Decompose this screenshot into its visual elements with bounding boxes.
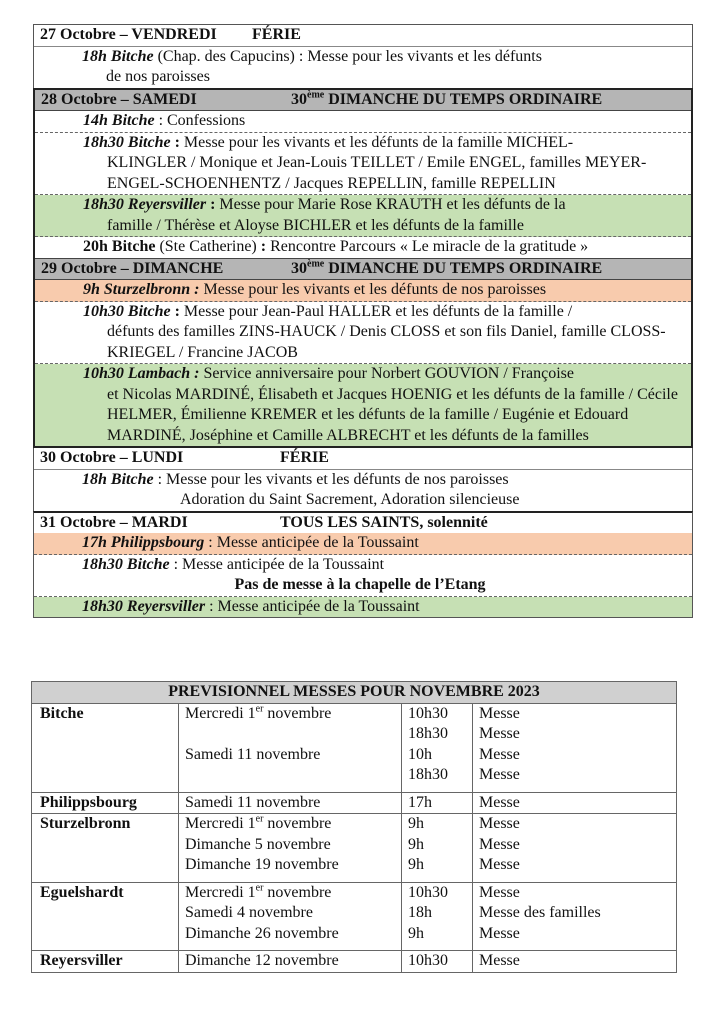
entry-time-place: 10h30 Lambach : [83,365,200,382]
entry-time-place: 18h Bitche [82,47,154,65]
type-cell [473,703,677,792]
day-liturgy: FÉRIE [280,449,329,466]
date-cell [179,792,402,814]
time-value: 9h [408,835,424,853]
location-name: Bitche [40,704,84,722]
date-text: Samedi 4 novembre [185,904,313,921]
entry-time-place: 18h30 Reyersviller [83,196,207,213]
date-text: Samedi 11 novembre [185,793,321,811]
date-line [185,883,395,904]
date-text: Mercredi 1 [185,815,256,832]
time-value: 9h [408,815,424,832]
mass-entry [35,195,691,237]
mass-type: Messe [479,725,520,742]
mass-entry [35,111,691,133]
entry-time-place: 14h Bitche [83,112,155,129]
day-date: 31 Octobre – MARDI [40,513,188,531]
entry-time-place: 10h30 Bitche [83,302,171,320]
date-line [185,924,395,945]
entry-continuation: de nos paroisses [106,68,210,85]
date-sup: er [255,703,264,715]
date-line [185,745,395,766]
entry-text: Messe pour les vivants et les défunts de nos paroisses [199,281,547,298]
time-value: 10h [408,745,432,763]
november-row [32,703,677,792]
mass-entry [34,47,692,88]
day-liturgy [291,260,602,277]
location-cell [32,814,179,883]
november-row [32,882,677,951]
event-entry [35,237,691,259]
entry-time-place: 18h30 Bitche [82,555,170,573]
date-line [185,724,395,745]
entry-time-place: 18h30 Bitche [83,133,171,151]
liturgy-name: DIMANCHE DU TEMPS ORDINAIRE [324,90,603,108]
location-name: Eguelshardt [40,883,124,901]
day-header [34,513,692,534]
date-line [185,793,395,814]
mass-type: Messe [479,704,520,722]
date-sup: er [255,813,264,825]
entry-text-2: Rencontre Parcours « Le miracle de la gratitude » [270,238,589,255]
entry-text: (Chap. des Capucins) : Messe pour les vivants et les défunts [153,47,542,65]
date-line [185,903,395,924]
mass-entry [34,470,692,511]
mass-type: Messe [479,856,520,873]
time-value: 10h30 [408,883,448,901]
entry-time-place: 17h Philippsbourg [82,534,205,551]
november-title: PREVISIONNEL MESSES POUR NOVEMBRE 2023 [32,682,677,704]
date-line [185,835,395,856]
time-cell [402,882,473,951]
liturgy-number: 30 [291,259,307,277]
november-row [32,792,677,814]
date-line [185,814,395,835]
november-row [32,814,677,883]
entry-text: : Messe pour les vivants et les défunts de nos paroisses [153,470,509,488]
date-line [185,855,395,876]
liturgy-name: DIMANCHE DU TEMPS ORDINAIRE [324,259,603,277]
date-suffix: novembre [263,883,332,901]
mass-type: Messe des familles [479,904,601,921]
day-block-friday [33,24,693,88]
time-value: 18h30 [408,725,448,742]
mass-type: Messe [479,883,520,901]
date-suffix: novembre [263,704,332,722]
time-value: 9h [408,924,424,942]
entry-continuation: KLINGLER / Monique et Jean-Louis TEILLET / Emile ENGEL, familles MEYER-ENGEL-SCHOENHENTZ / Jacques REPELLIN, famille REPELLIN [107,154,647,192]
time-cell [402,703,473,792]
date-line [185,765,395,786]
time-value: 18h [408,904,432,921]
mass-entry [34,555,692,597]
entry-text: Messe pour Marie Rose KRAUTH et les défunts de la [219,196,566,213]
mass-entry [34,597,692,618]
entry-time-place: 20h Bitche [83,238,156,255]
location-cell [32,792,179,814]
entry-text: : Messe anticipée de la Toussaint [169,555,385,573]
mass-entry [35,302,691,365]
time-value: 10h30 [408,704,448,722]
entry-note: Pas de messe à la chapelle de l’Etang [234,576,486,593]
liturgy-sup: ème [307,89,325,101]
location-name: Philippsbourg [40,793,137,811]
entry-time-place: 18h Bitche [82,470,154,488]
entry-continuation: défunts des familles ZINS-HAUCK / Denis CLOSS et son fils Daniel, famille CLOSS-KRIEGEL / Francine JACOB [107,323,666,361]
november-table [31,681,677,973]
day-date: 28 Octobre – SAMEDI [41,90,197,108]
day-date: 29 Octobre – DIMANCHE [41,259,224,277]
entry-time-place: 18h30 Reyersviller [82,597,206,615]
entry-text: Service anniversaire pour Norbert GOUVION / Françoise [199,365,574,382]
date-text: Mercredi 1 [185,704,256,722]
date-sup: er [255,882,264,894]
day-header [35,90,691,112]
type-cell [473,882,677,951]
date-line [185,704,395,725]
date-line [185,951,395,972]
type-cell [473,814,677,883]
day-liturgy: FÉRIE [252,26,301,43]
day-header [34,448,692,470]
time-cell [402,814,473,883]
entry-time-place: 9h Sturzelbronn : [83,281,200,298]
mass-entry [34,533,692,555]
mass-entry [35,280,691,302]
day-liturgy: TOUS LES SAINTS, solennité [280,513,488,531]
mass-type: Messe [479,952,520,969]
day-liturgy [291,91,602,108]
day-header [35,259,691,281]
date-text: Mercredi 1 [185,883,256,901]
mass-type: Messe [479,835,520,853]
location-cell [32,951,179,973]
november-row [32,951,677,973]
date-text: Dimanche 26 novembre [185,924,339,942]
type-cell [473,792,677,814]
entry-continuation: famille / Thérèse et Aloyse BICHLER et les défunts de la famille [107,216,524,234]
date-cell [179,882,402,951]
entry-continuation: et Nicolas MARDINÉ, Élisabeth et Jacques HOENIG et les défunts de la famille / Cécile HELMER, Émilienne KREMER et les défunts de la famille / Eugénie et Edouard MARDINÉ, Joséphine et Camille ALBRECHT et les défunts de la familles [107,385,678,444]
mass-type: Messe [479,766,520,783]
date-text: Dimanche 19 novembre [185,856,339,873]
location-name: Sturzelbronn [40,815,131,832]
entry-text: : Messe anticipée de la Toussaint [205,597,420,615]
entry-sep: : [170,133,184,151]
day-date: 27 Octobre – VENDREDI [40,26,217,43]
mass-type: Messe [479,815,520,832]
date-cell [179,951,402,973]
entry-text: (Ste Catherine) [155,238,261,255]
mass-entry [35,133,691,196]
time-cell [402,951,473,973]
date-text: Dimanche 5 novembre [185,835,331,853]
mass-entry [35,364,691,446]
time-value: 9h [408,856,424,873]
time-value: 17h [408,793,432,811]
location-name: Reyersviller [40,952,123,969]
time-value: 10h30 [408,952,448,969]
day-header [34,25,692,47]
entry-text: : Confessions [154,112,246,129]
weekend-block [33,88,693,449]
entry-sep: : [170,302,184,320]
day-date: 30 Octobre – LUNDI [40,449,184,466]
entry-sep: : [260,238,271,255]
weekly-schedule [33,24,693,618]
entry-continuation: Adoration du Saint Sacrement, Adoration silencieuse [180,491,520,508]
location-cell [32,703,179,792]
entry-text: Messe pour Jean-Paul HALLER et les défunts de la famille / [183,302,573,320]
date-suffix: novembre [263,815,332,832]
liturgy-number: 30 [291,90,307,108]
entry-text: : Messe anticipée de la Toussaint [204,534,419,551]
entry-sep: : [206,196,220,213]
mass-type: Messe [479,793,520,811]
time-value: 18h30 [408,766,448,783]
date-text: Samedi 11 novembre [185,745,321,763]
day-block-monday [33,448,693,511]
date-cell [179,814,402,883]
date-cell [179,703,402,792]
day-block-tuesday [33,511,693,619]
time-cell [402,792,473,814]
date-text: Dimanche 12 novembre [185,952,339,969]
type-cell [473,951,677,973]
mass-type: Messe [479,924,520,942]
mass-type: Messe [479,745,520,763]
location-cell [32,882,179,951]
entry-text: Messe pour les vivants et les défunts de la famille MICHEL- [183,133,574,151]
liturgy-sup: ème [307,258,325,270]
